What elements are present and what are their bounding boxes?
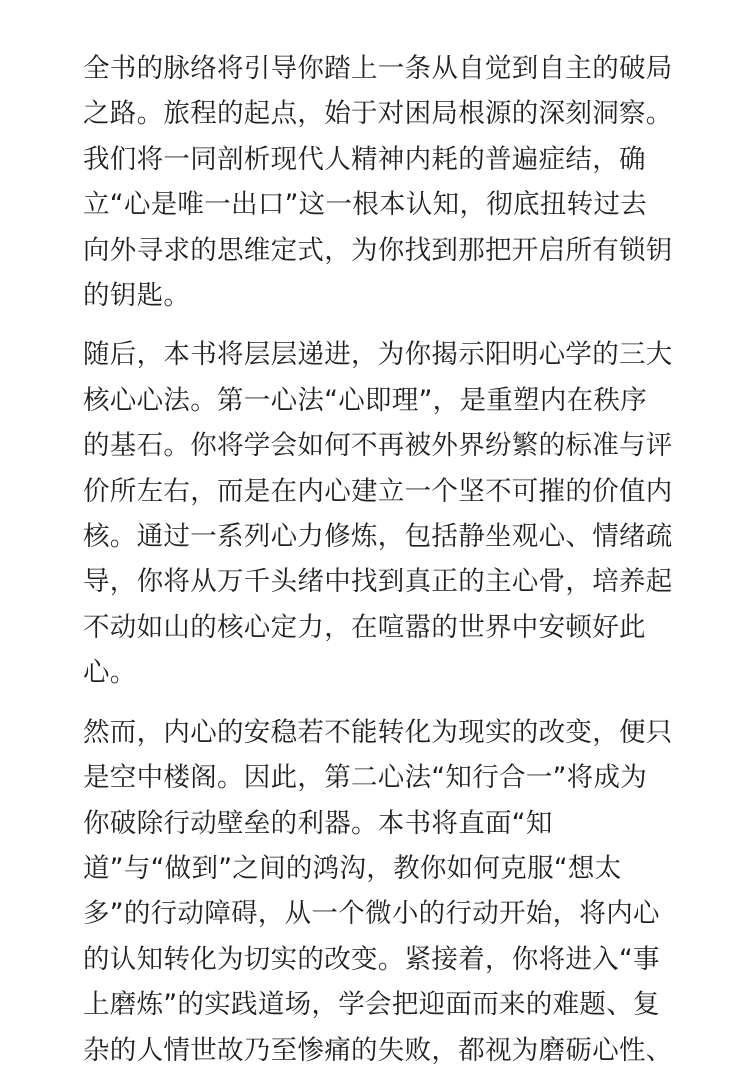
text-line: 全书的脉络将引导你踏上一条从自觉到自主的破局 [83,53,673,84]
text-line: 之路。旅程的起点，始于对困局根源的深刻洞察。 [83,98,673,130]
paragraph-2 [83,332,673,695]
text-line: 的基石。你将学会如何不再被外界纷繁的标准与评 [83,430,673,462]
text-line: 多”的行动障碍，从一个微小的行动开始，将内心 [83,898,660,930]
text-line: 道”与“做到”之间的鸿沟，教你如何克服“想太 [83,852,622,884]
paragraph-1 [83,46,673,318]
text-line: 核心心法。第一心法“心即理”，是重塑内在秩序 [83,384,648,416]
text-line: 的认知转化为切实的改变。紧接着，你将进入“事 [83,943,660,975]
text-line: 立“心是唯一出口”这一根本认知，彻底扭转过去 [83,189,648,221]
text-line: 是空中楼阁。因此，第二心法“知行合一”将成为 [83,762,648,794]
text-line: 我们将一同剖析现代人精神内耗的普遍症结，确 [83,143,646,175]
text-line: 杂的人情世故乃至惨痛的失败，都视为磨砺心性、 [83,1034,673,1066]
text-line: 不动如山的核心定力，在喧嚣的世界中安顿好此 [83,611,646,643]
text-line: 然而，内心的安稳若不能转化为现实的改变，便只 [83,716,673,748]
text-line: 上磨炼”的实践道场，学会把迎面而来的难题、复 [83,989,660,1021]
text-line: 心。 [83,657,137,689]
text-line: 的钥匙。 [83,280,191,312]
paragraph-3 [83,710,673,1073]
text-line: 核。通过一系列心力修炼，包括静坐观心、情绪疏 [83,521,673,553]
text-line: 你破除行动壁垒的利器。本书将直面“知 [83,807,553,839]
text-line: 向外寻求的思维定式，为你找到那把开启所有锁钥 [83,234,673,266]
document-page [83,46,673,1087]
text-line: 随后，本书将层层递进，为你揭示阳明心学的三大 [83,339,673,371]
text-line: 价所左右，而是在内心建立一个坚不可摧的价值内 [83,475,673,507]
text-line: 导，你将从万千头绪中找到真正的主心骨，培养起 [83,566,673,598]
